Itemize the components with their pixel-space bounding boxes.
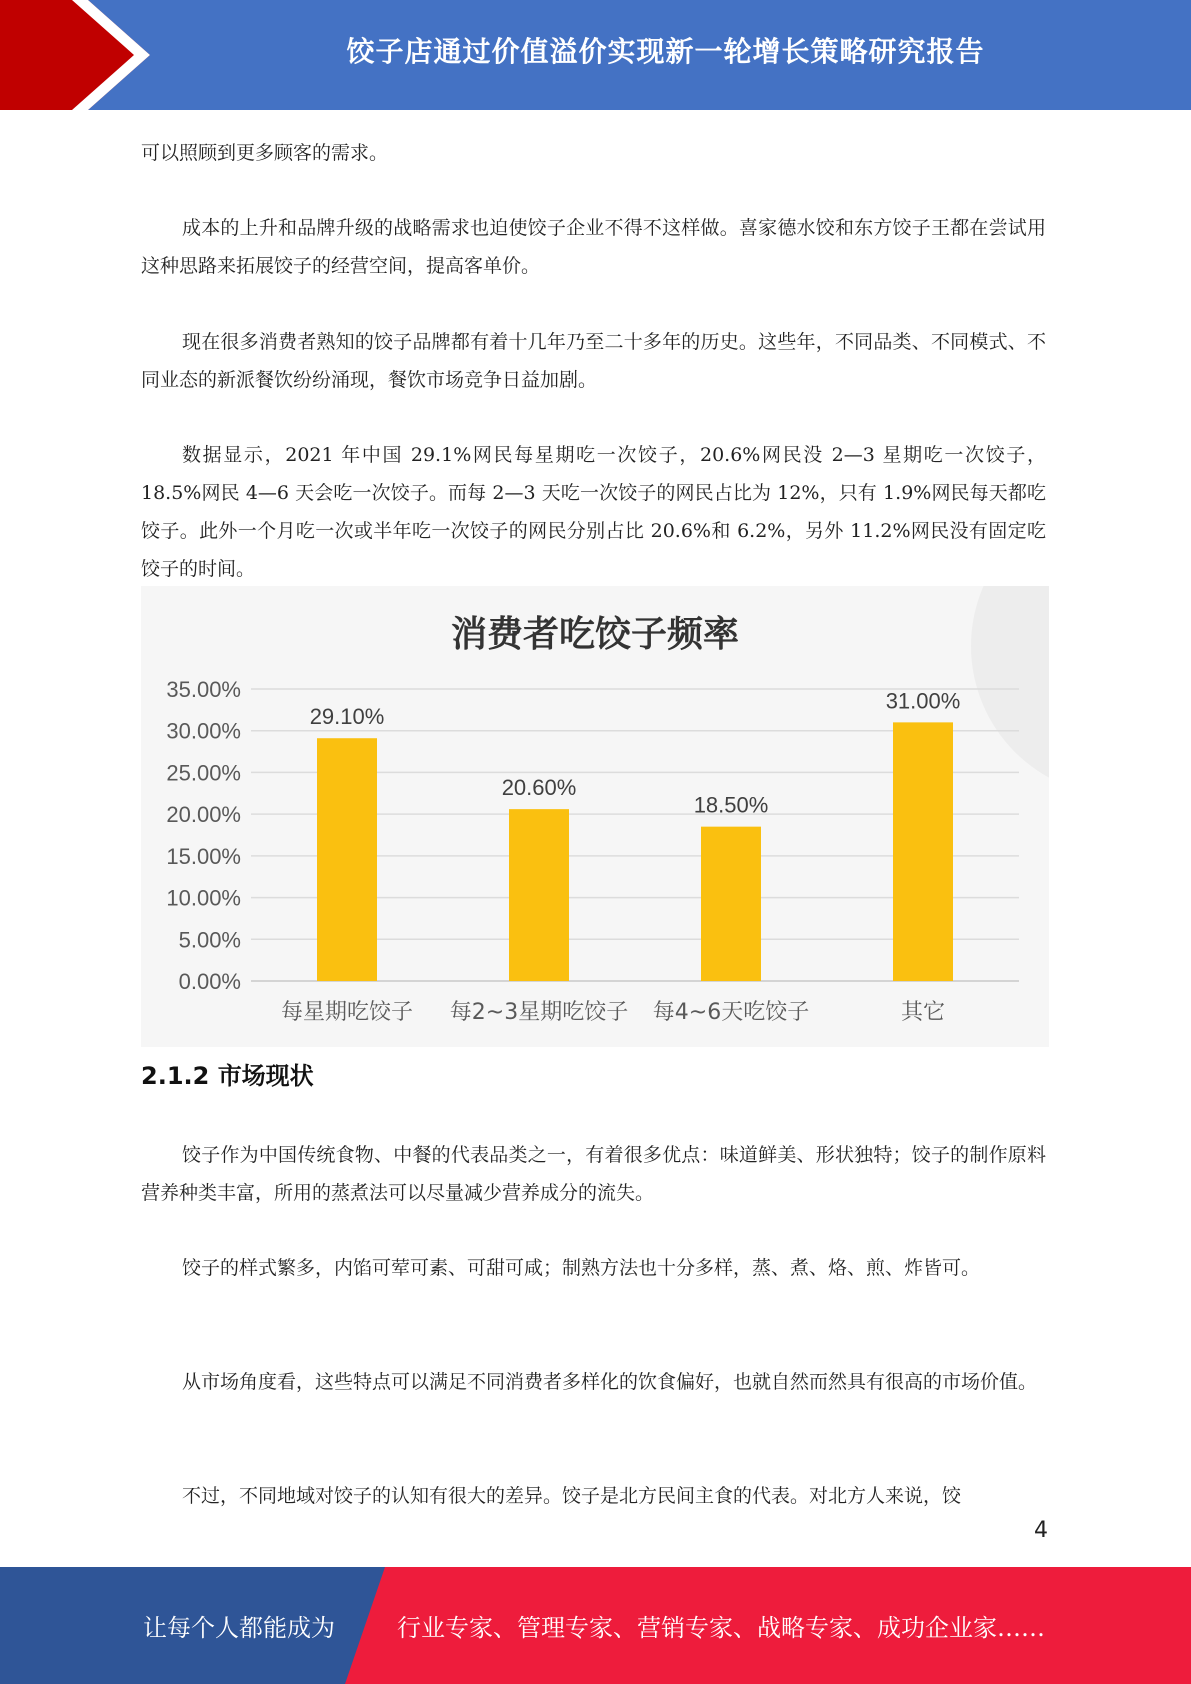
page-number: 4: [1034, 1518, 1048, 1543]
paragraph: 数据显示，2021 年中国 29.1%网民每星期吃一次饺子，20.6%网民没 2—3 星期吃一次饺子，18.5%网民 4—6 天会吃一次饺子。而每 2—3 天吃一次饺子的网民占比为 12%，只有 1.9%网民每天都吃饺子。此外一个月吃一次或半年吃一次饺子的网民分别占比 20.6%和 6.2%，另外 11.2%网民没有固定吃饺子的时间。: [141, 444, 1046, 580]
paragraph: 可以照顾到更多顾客的需求。: [141, 142, 389, 164]
page-footer: [0, 1567, 1191, 1684]
paragraph: 从市场角度看，这些特点可以满足不同消费者多样化的饮食偏好，也就自然而然具有很高的市场价值。: [182, 1371, 1038, 1393]
paragraph: 不过，不同地域对饺子的认知有很大的差异。饺子是北方民间主食的代表。对北方人来说，饺: [182, 1485, 962, 1507]
x-tick-label: 其它: [900, 1000, 946, 1025]
footer-slogan-left: 让每个人都能成为: [143, 1614, 335, 1642]
y-tick-label: 35.00%: [166, 677, 241, 702]
paragraph: 饺子作为中国传统食物、中餐的代表品类之一，有着很多优点：味道鲜美、形状独特；饺子的制作原料营养种类丰富，所用的蒸煮法可以尽量减少营养成分的流失。: [141, 1144, 1046, 1204]
footer-slogan-right: 行业专家、管理专家、营销专家、战略专家、成功企业家……: [397, 1614, 1045, 1642]
y-tick-label: 15.00%: [166, 843, 241, 869]
chart-title: 消费者吃饺子频率: [450, 614, 739, 655]
frequency-bar-chart: [141, 586, 1049, 1047]
report-title: 饺子店通过价值溢价实现新一轮增长策略研究报告: [346, 35, 985, 68]
bar: [893, 722, 953, 981]
paragraph: 成本的上升和品牌升级的战略需求也迫使饺子企业不得不这样做。喜家德水饺和东方饺子王都在尝试用这种思路来拓展饺子的经营空间，提高客单价。: [141, 217, 1046, 277]
x-tick-label: 每2~3星期吃饺子: [449, 1000, 629, 1025]
bar: [317, 738, 377, 981]
paragraph: 饺子的样式繁多，内馅可荤可素、可甜可咸；制熟方法也十分多样，蒸、煮、烙、煎、炸皆可。: [182, 1257, 981, 1279]
y-tick-label: 30.00%: [166, 718, 241, 744]
page-header: [0, 0, 1191, 110]
x-tick-label: 每4~6天吃饺子: [652, 1000, 810, 1025]
section-heading: 2.1.2 市场现状: [141, 1062, 314, 1090]
bar: [509, 809, 569, 981]
y-tick-label: 10.00%: [166, 885, 241, 911]
data-label: 31.00%: [885, 688, 961, 714]
bar: [701, 827, 761, 981]
data-label: 20.60%: [501, 775, 577, 801]
y-tick-label: 25.00%: [166, 760, 241, 786]
y-tick-label: 5.00%: [178, 927, 241, 953]
data-label: 18.50%: [693, 792, 769, 818]
y-tick-label: 0.00%: [178, 969, 241, 994]
data-label: 29.10%: [309, 704, 385, 730]
x-tick-label: 每星期吃饺子: [280, 1000, 414, 1025]
y-tick-label: 20.00%: [166, 802, 241, 828]
paragraph: 现在很多消费者熟知的饺子品牌都有着十几年乃至二十多年的历史。这些年，不同品类、不同模式、不同业态的新派餐饮纷纷涌现，餐饮市场竞争日益加剧。: [141, 331, 1046, 391]
